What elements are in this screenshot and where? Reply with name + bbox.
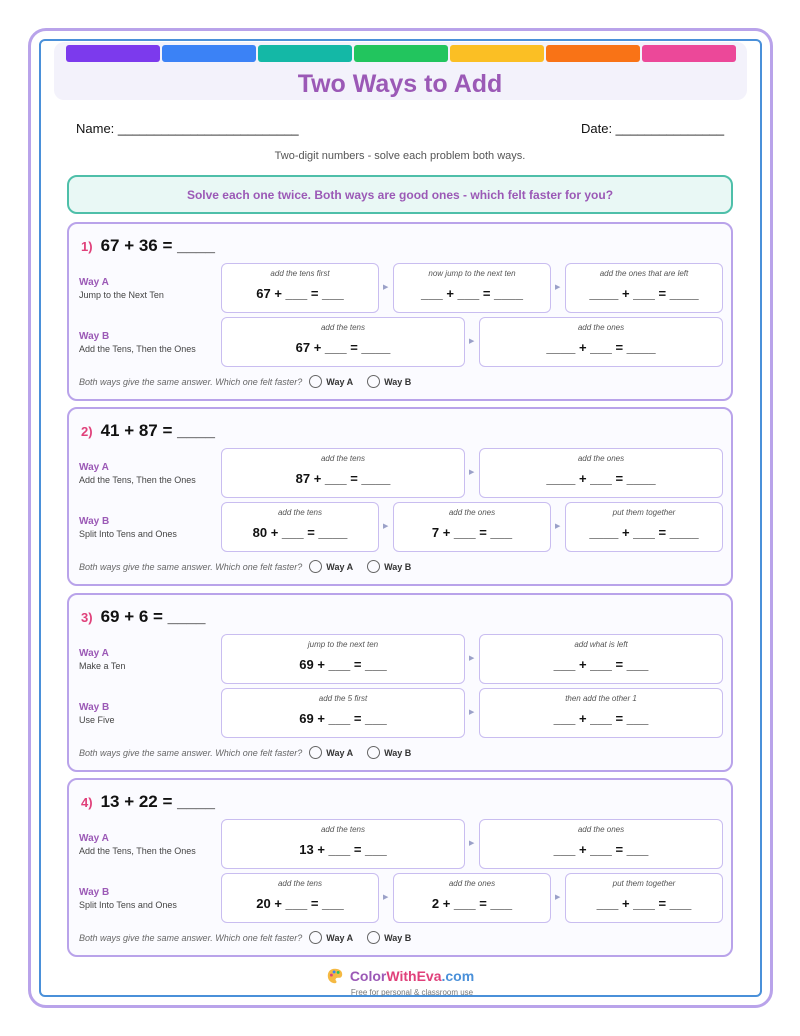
stripe (642, 45, 736, 62)
step-equation[interactable]: ___ + ___ = ___ (596, 896, 692, 911)
step-box (221, 688, 465, 738)
step-label: add the tens (320, 323, 366, 332)
problem-header (81, 607, 206, 627)
step-equation[interactable]: ___ + ___ = ___ (553, 657, 649, 672)
way-b-option[interactable]: Way B (384, 932, 412, 943)
step-equation[interactable]: ____ + ___ = ____ (589, 525, 699, 540)
stripe (354, 45, 448, 62)
stripe (450, 45, 544, 62)
stripe (162, 45, 256, 62)
step-label: add the tens (320, 825, 366, 834)
step-label: add what is left (574, 640, 628, 649)
problem-header (81, 792, 215, 812)
step-box (479, 688, 723, 738)
arrow-right-icon: ▶ (555, 894, 561, 901)
arrow-right-icon: ▶ (555, 284, 561, 291)
step-equation[interactable]: 67 + ___ = ____ (295, 340, 391, 355)
step-label: add the ones (448, 508, 496, 517)
arrow-right-icon: ▶ (469, 840, 475, 847)
step-equation[interactable]: 20 + ___ = ___ (256, 896, 344, 911)
step-box (479, 317, 723, 367)
footer-logo (0, 967, 800, 997)
step-label: put them together (612, 508, 676, 517)
step-label: add the ones (448, 879, 496, 888)
arrow-right-icon: ▶ (469, 655, 475, 662)
question-text: Both ways give the same answer. Which one felt faster? (79, 747, 303, 758)
way-b-radio[interactable] (367, 746, 380, 759)
problem-card (67, 593, 733, 772)
step-box (221, 263, 379, 313)
problem-equation: 41 + 87 = ____ (100, 421, 215, 440)
stripe (258, 45, 352, 62)
step-label: add the ones (577, 454, 625, 463)
step-equation[interactable]: 13 + ___ = ___ (299, 842, 387, 857)
date-field[interactable]: Date: _______________ (581, 121, 725, 136)
step-label: jump to the next ten (307, 640, 379, 649)
way-a-label (79, 462, 219, 485)
step-label: add the ones (577, 825, 625, 834)
way-title: Way B (79, 702, 110, 713)
step-equation[interactable]: 80 + ___ = ____ (252, 525, 348, 540)
problem-card (67, 407, 733, 586)
palette-icon (326, 967, 344, 985)
step-equation[interactable]: ___ + ___ = ___ (553, 842, 649, 857)
stripe (66, 45, 160, 62)
way-description: Add the Tens, Then the Ones (79, 846, 196, 856)
way-title: Way A (79, 277, 109, 288)
step-label: add the tens (320, 454, 366, 463)
way-a-label (79, 648, 219, 671)
problem-header (81, 236, 215, 256)
logo-text-color: Color (349, 968, 387, 984)
way-b-label (79, 887, 219, 910)
arrow-right-icon: ▶ (469, 709, 475, 716)
problem-header (81, 421, 215, 441)
problem-number: 3) (81, 610, 93, 625)
step-box (221, 873, 379, 923)
step-box (479, 819, 723, 869)
step-equation[interactable]: 67 + ___ = ___ (256, 286, 344, 301)
faster-question (79, 746, 425, 759)
problem-equation: 67 + 36 = ____ (100, 236, 215, 255)
way-a-label (79, 833, 219, 856)
step-box (565, 873, 723, 923)
way-title: Way B (79, 331, 110, 342)
step-box (221, 448, 465, 498)
step-box (393, 502, 551, 552)
step-equation[interactable]: 69 + ___ = ___ (299, 657, 387, 672)
step-equation[interactable]: ___ + ___ = ___ (553, 711, 649, 726)
way-b-radio[interactable] (367, 375, 380, 388)
step-label: add the 5 first (318, 694, 368, 703)
step-equation[interactable]: ____ + ___ = ____ (546, 471, 656, 486)
step-equation[interactable]: ____ + ___ = ____ (546, 340, 656, 355)
instruction-text: Solve each one twice. Both ways are good ones - which felt faster for you? (186, 187, 614, 202)
logo-text-com: .com (441, 968, 475, 984)
problem-card (67, 778, 733, 957)
way-description: Use Five (79, 715, 115, 725)
way-a-label (79, 277, 219, 300)
arrow-right-icon: ▶ (469, 338, 475, 345)
way-title: Way A (79, 648, 109, 659)
step-label: put them together (612, 879, 676, 888)
way-description: Add the Tens, Then the Ones (79, 344, 196, 354)
arrow-right-icon: ▶ (555, 523, 561, 530)
step-box (479, 634, 723, 684)
step-equation[interactable]: 7 + ___ = ___ (431, 525, 513, 540)
step-box (221, 317, 465, 367)
problem-number: 4) (81, 795, 93, 810)
step-label: add the tens (277, 879, 323, 888)
faster-question (79, 375, 425, 388)
step-equation[interactable]: 2 + ___ = ___ (431, 896, 513, 911)
way-a-radio[interactable] (309, 375, 322, 388)
way-b-radio[interactable] (367, 560, 380, 573)
question-text: Both ways give the same answer. Which one felt faster? (79, 932, 303, 943)
way-a-radio[interactable] (309, 931, 322, 944)
question-text: Both ways give the same answer. Which one felt faster? (79, 376, 303, 387)
step-box (393, 873, 551, 923)
step-label: add the ones that are left (599, 269, 689, 278)
problem-equation: 13 + 22 = ____ (100, 792, 215, 811)
step-label: add the ones (577, 323, 625, 332)
way-b-label (79, 702, 219, 725)
way-description: Split Into Tens and Ones (79, 900, 177, 910)
step-box (565, 502, 723, 552)
arrow-right-icon: ▶ (383, 894, 389, 901)
step-label: add the tens first (270, 269, 330, 278)
step-box (221, 634, 465, 684)
faster-question (79, 560, 425, 573)
way-description: Add the Tens, Then the Ones (79, 475, 196, 485)
question-text: Both ways give the same answer. Which one felt faster? (79, 561, 303, 572)
way-title: Way B (79, 516, 110, 527)
problem-number: 2) (81, 424, 93, 439)
color-stripes (66, 45, 736, 62)
way-title: Way B (79, 887, 110, 898)
problem-equation: 69 + 6 = ____ (100, 607, 206, 626)
subtitle: Two-digit numbers - solve each problem both ways. (274, 150, 526, 162)
step-equation[interactable]: 69 + ___ = ___ (299, 711, 387, 726)
way-title: Way A (79, 833, 109, 844)
problem-number: 1) (81, 239, 93, 254)
arrow-right-icon: ▶ (383, 284, 389, 291)
way-title: Way A (79, 462, 109, 473)
logo-tagline: Free for personal & classroom use (350, 988, 474, 997)
arrow-right-icon: ▶ (383, 523, 389, 530)
way-description: Split Into Tens and Ones (79, 529, 177, 539)
instruction-banner (67, 175, 733, 214)
way-a-option[interactable]: Way A (326, 932, 354, 943)
logo-text-witheva: WithEva (386, 968, 442, 984)
way-b-label (79, 516, 219, 539)
way-a-option[interactable]: Way A (326, 376, 354, 387)
way-b-label (79, 331, 219, 354)
step-box (221, 502, 379, 552)
way-b-option[interactable]: Way B (384, 376, 412, 387)
step-box (221, 819, 465, 869)
step-equation[interactable]: ___ + ___ = ____ (421, 286, 523, 301)
step-box (479, 448, 723, 498)
faster-question (79, 931, 425, 944)
problem-card (67, 222, 733, 401)
way-a-option[interactable]: Way A (326, 561, 354, 572)
step-equation[interactable]: ____ + ___ = ____ (589, 286, 699, 301)
way-a-option[interactable]: Way A (326, 747, 354, 758)
step-box (565, 263, 723, 313)
way-a-radio[interactable] (309, 746, 322, 759)
page-title: Two Ways to Add (297, 70, 503, 98)
step-label: now jump to the next ten (428, 269, 516, 278)
step-box (393, 263, 551, 313)
way-a-radio[interactable] (309, 560, 322, 573)
way-b-radio[interactable] (367, 931, 380, 944)
way-description: Make a Ten (79, 661, 126, 671)
step-label: then add the other 1 (565, 694, 637, 703)
stripe (546, 45, 640, 62)
way-b-option[interactable]: Way B (384, 561, 412, 572)
step-label: add the tens (277, 508, 323, 517)
name-field[interactable]: Name: _________________________ (76, 121, 299, 136)
arrow-right-icon: ▶ (469, 469, 475, 476)
way-description: Jump to the Next Ten (79, 290, 164, 300)
way-b-option[interactable]: Way B (384, 747, 412, 758)
step-equation[interactable]: 87 + ___ = ____ (295, 471, 391, 486)
